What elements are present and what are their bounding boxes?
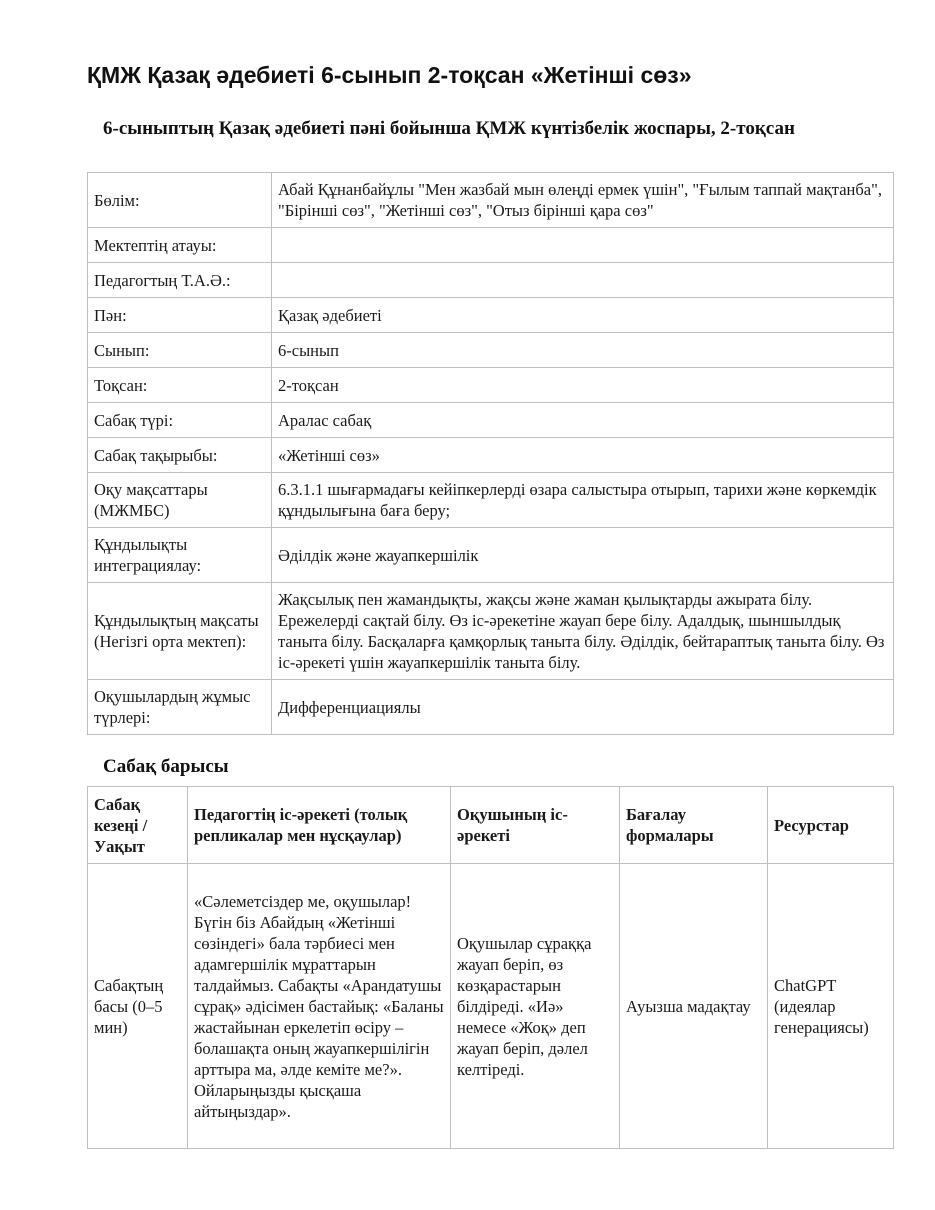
value-lesson-topic: «Жетінші сөз»: [272, 438, 894, 473]
table-row: [88, 263, 894, 298]
table-header-row: [88, 787, 894, 864]
value-learning-objectives: 6.3.1.1 шығармадағы кейіпкерлерді өзара салыстыра отырып, тарихи және көркемдік құндылығына баға беру;: [272, 473, 894, 528]
value-grade: 6-сынып: [272, 333, 894, 368]
label-learning-objectives: Оқу мақсаттары (МЖМБС): [88, 473, 272, 528]
label-work-types: Оқушылардың жұмыс түрлері:: [88, 680, 272, 735]
cell-stage: Сабақтың басы (0–5 мин): [88, 864, 188, 1149]
table-row: [88, 228, 894, 263]
table-row: [88, 403, 894, 438]
value-section: Абай Құнанбайұлы "Мен жазбай мын өлеңді ермек үшін", "Ғылым таппай мақтанба", "Бірінші сөз", "Жетінші сөз", "Отыз бірінші қара сөз": [272, 173, 894, 228]
label-subject: Пән:: [88, 298, 272, 333]
table-row: [88, 333, 894, 368]
value-teacher-name: [272, 263, 894, 298]
table-row: [88, 583, 894, 680]
cell-teacher-activity: «Сәлеметсіздер ме, оқушылар! Бүгін біз Абайдың «Жетінші сөзіндегі» бала тәрбиесі мен адамгершілік мұраттарын талдаймыз. Сабақты «Арандатушы сұрақ» әдісімен бастайық: «Баланы жастайынан еркелетіп өсіру – болашақта оның жауапкершілігін арттыра ма, әлде кеміте ме?». Ойларыңызды қысқаша айтыңыздар».: [188, 864, 451, 1149]
label-lesson-topic: Сабақ тақырыбы:: [88, 438, 272, 473]
table-row: [88, 473, 894, 528]
header-assessment: Бағалау формалары: [620, 787, 768, 864]
header-teacher-activity: Педагогтің іс-әрекеті (толық репликалар мен нұсқаулар): [188, 787, 451, 864]
lesson-progress-table: [87, 786, 894, 1149]
cell-student-activity: Оқушылар сұраққа жауап беріп, өз көзқарастарын білдіреді. «Иә» немесе «Жоқ» деп жауап беріп, дәлел келтіреді.: [451, 864, 620, 1149]
plan-subtitle: 6-сыныптың Қазақ әдебиеті пәні бойынша ҚМЖ күнтізбелік жоспары, 2-тоқсан: [103, 118, 795, 139]
table-row: [88, 438, 894, 473]
lesson-progress-title: Сабақ барысы: [103, 756, 229, 777]
label-lesson-type: Сабақ түрі:: [88, 403, 272, 438]
table-row: [88, 368, 894, 403]
value-work-types: Дифференциациялы: [272, 680, 894, 735]
label-value-goal: Құндылықтың мақсаты (Негізгі орта мектеп):: [88, 583, 272, 680]
value-quarter: 2-тоқсан: [272, 368, 894, 403]
label-teacher-name: Педагогтың Т.А.Ә.:: [88, 263, 272, 298]
document-title: ҚМЖ Қазақ әдебиеті 6-сынып 2-тоқсан «Жетінші сөз»: [87, 62, 692, 88]
label-quarter: Тоқсан:: [88, 368, 272, 403]
table-row: [88, 173, 894, 228]
value-lesson-type: Аралас сабақ: [272, 403, 894, 438]
label-school-name: Мектептің атауы:: [88, 228, 272, 263]
label-grade: Сынып:: [88, 333, 272, 368]
table-row: [88, 680, 894, 735]
plan-info-table: [87, 172, 894, 735]
value-school-name: [272, 228, 894, 263]
cell-assessment: Ауызша мадақтау: [620, 864, 768, 1149]
cell-resources: ChatGPT (идеялар генерациясы): [768, 864, 894, 1149]
table-row: [88, 864, 894, 1149]
label-value-integration: Құндылықты интеграциялау:: [88, 528, 272, 583]
header-stage: Сабақ кезеңі / Уақыт: [88, 787, 188, 864]
value-subject: Қазақ әдебиеті: [272, 298, 894, 333]
table-row: [88, 528, 894, 583]
table-row: [88, 298, 894, 333]
header-resources: Ресурстар: [768, 787, 894, 864]
value-value-goal: Жақсылық пен жамандықты, жақсы және жаман қылықтарды ажырата білу. Ережелерді сақтай білу. Өз іс-әрекетіне жауап бере білу. Адалдық, шыншылдық таныта білу. Басқаларға қамқорлық таныта білу. Әділдік, бейтараптық таныта білу. Өз іс-әрекеті үшін жауапкершілік таныта білу.: [272, 583, 894, 680]
value-value-integration: Әділдік және жауапкершілік: [272, 528, 894, 583]
header-student-activity: Оқушының іс-әрекеті: [451, 787, 620, 864]
label-section: Бөлім:: [88, 173, 272, 228]
